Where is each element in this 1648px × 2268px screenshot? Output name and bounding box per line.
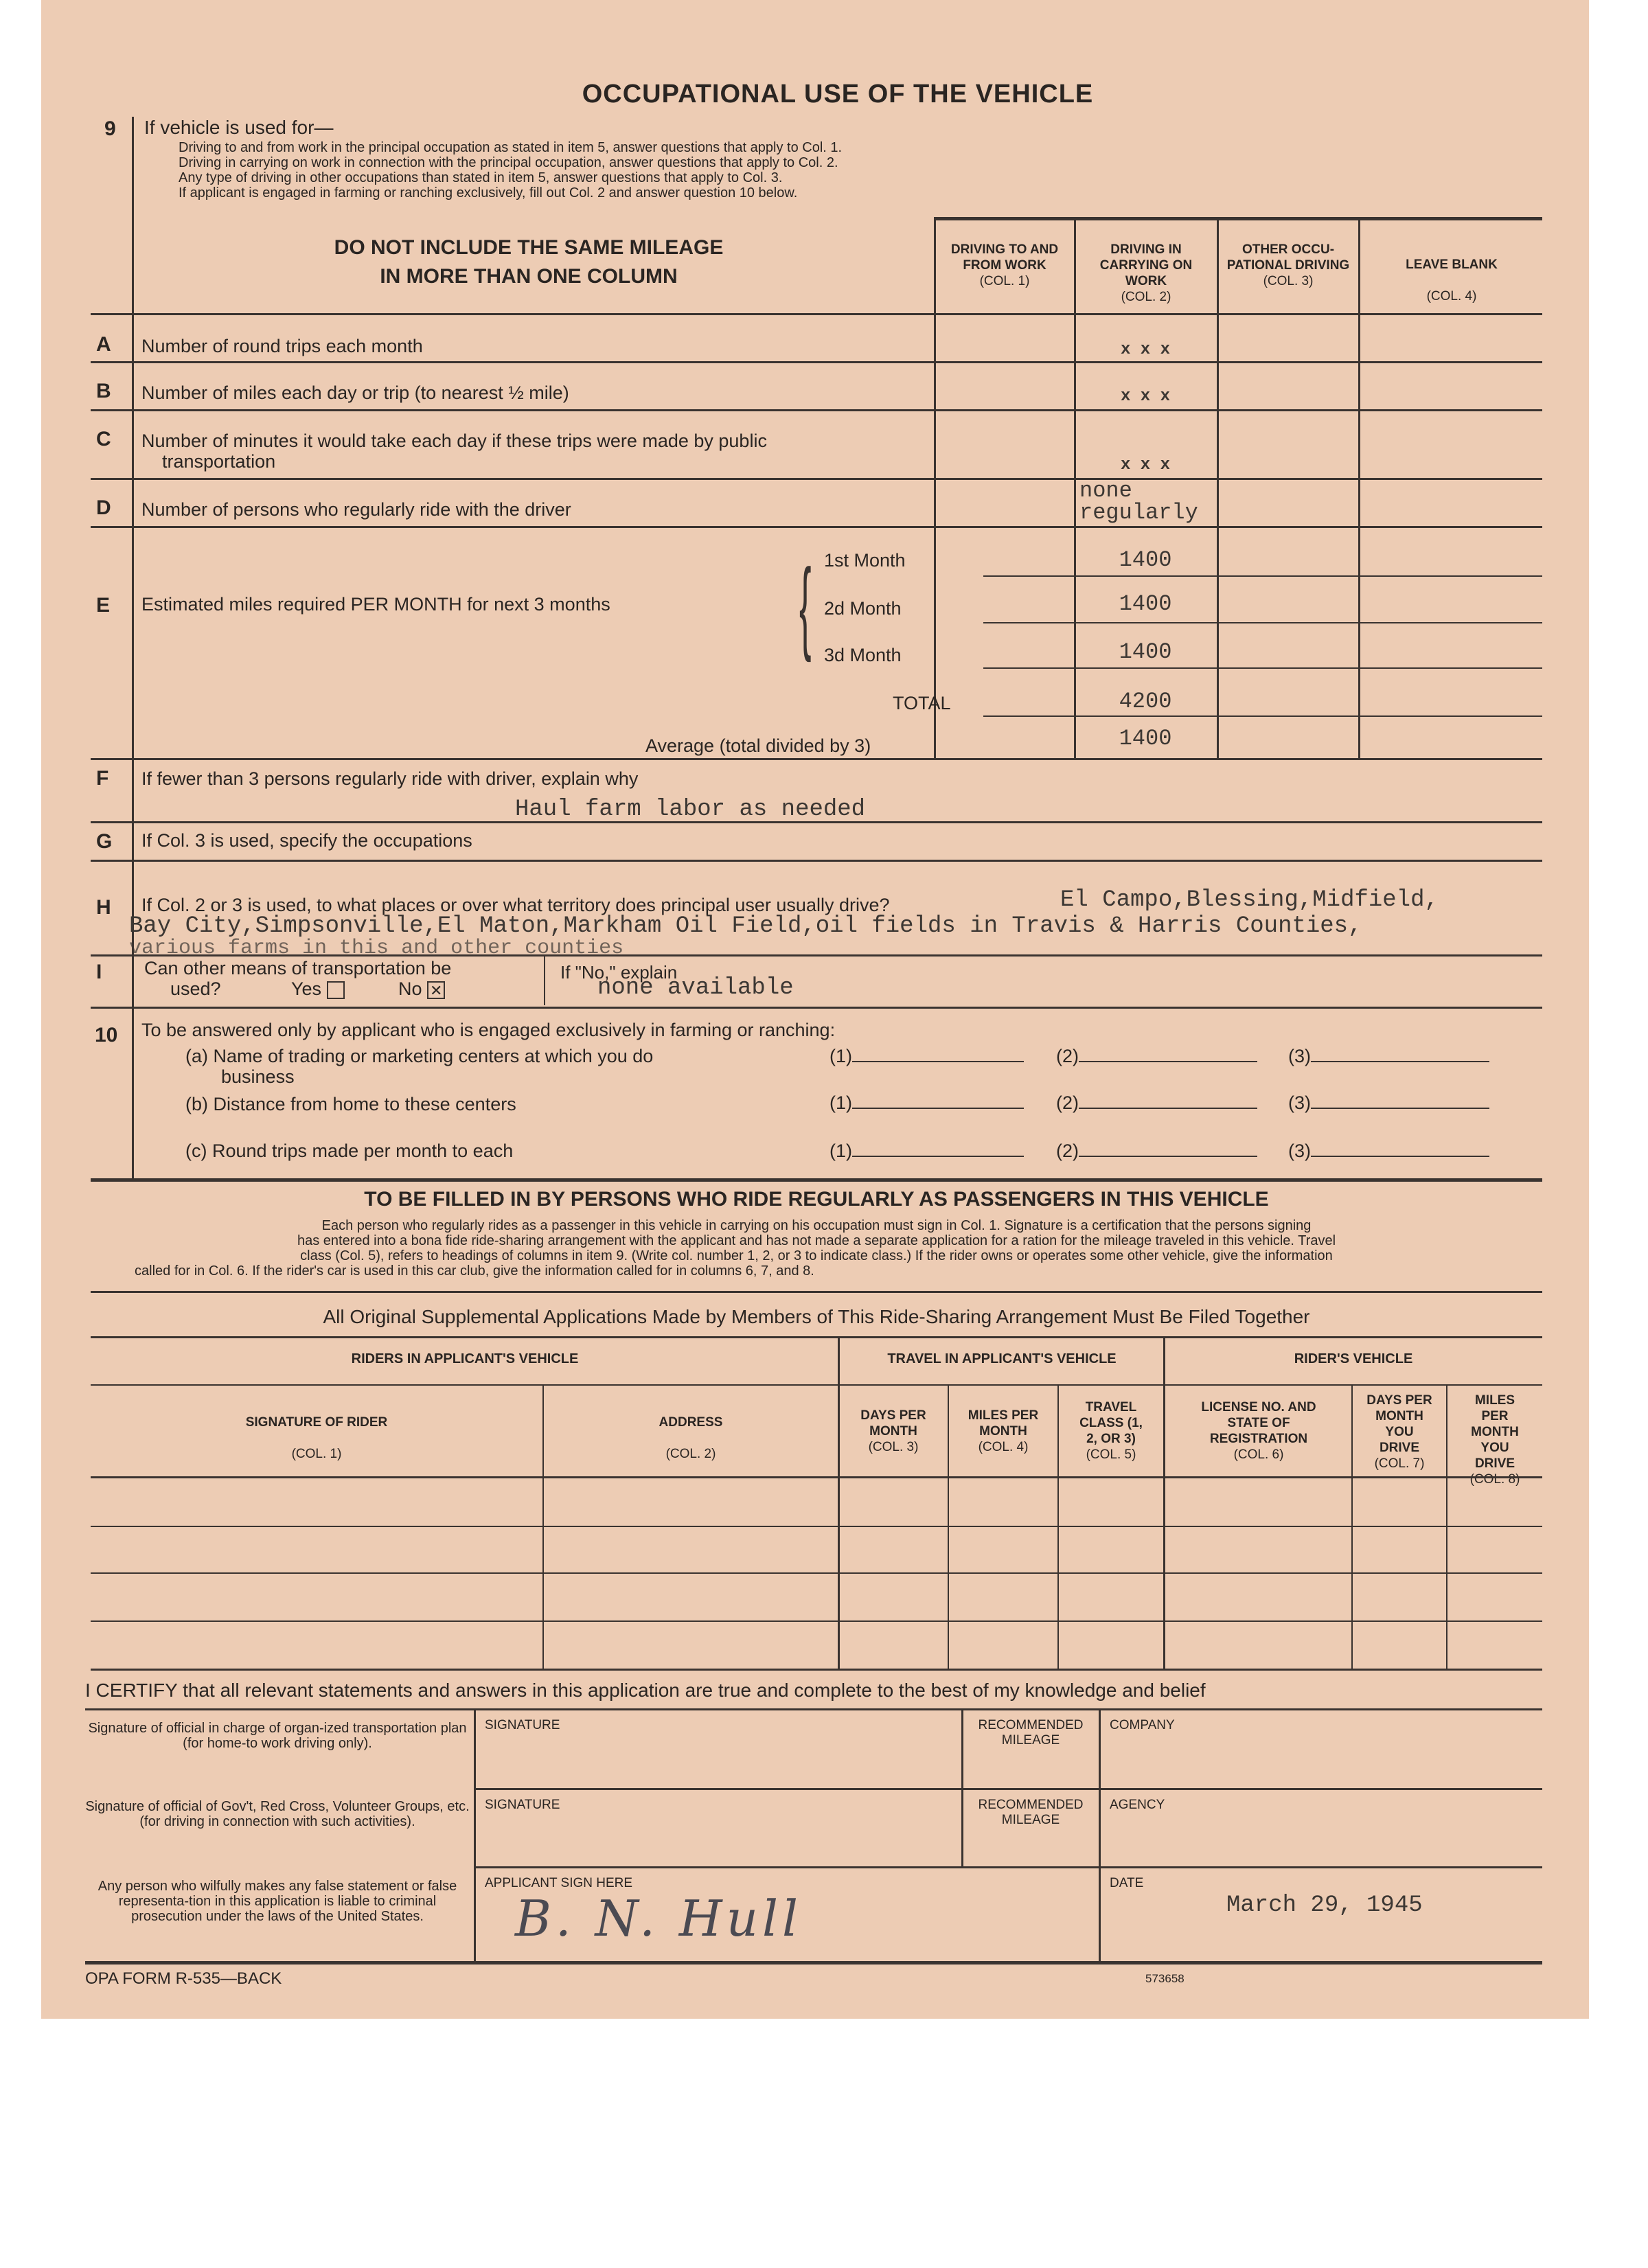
date-value[interactable]: March 29, 1945 [1226,1892,1423,1918]
cert-vdiv-2 [961,1708,963,1866]
row-letter-i: I [96,961,102,983]
item9-instruction-2: Driving in carrying on work in connection with the principal occupation, answer questions that apply to Col. 2. [179,155,838,170]
row-h-answer-2: Bay City,Simpsonville,El Maton,Markham Oil Field,oil fields in Travis & Harris Counties, [129,913,1362,939]
row-e-month2-label: 2d Month [824,598,902,619]
row-letter-g: G [96,830,113,853]
row-c-label-1: Number of minutes it would take each day if these trips were made by public [141,431,767,451]
cert-row1-label: Signature of official in charge of organ-ized transportation plan (for home-to work driving only). [88,1721,467,1751]
applicant-sign-label: APPLICANT SIGN HERE [485,1876,633,1890]
rider-col2-header: ADDRESS (COL. 2) [659,1415,723,1461]
row-letter-e: E [96,594,111,617]
row-f-label: If fewer than 3 persons regularly ride with driver, explain why [141,768,639,789]
rider-header-bottom [91,1476,1542,1478]
row-letter-c: C [96,428,111,450]
rider-row-1[interactable] [91,1526,1542,1527]
row-e-rule [91,758,1542,760]
cert-row2-bottom [474,1866,1542,1868]
rider-col7-header: DAYS PER MONTH YOU DRIVE (COL. 7) [1366,1393,1432,1471]
row-b-rule [91,409,1542,411]
col-divider-1 [1074,217,1076,758]
form-page [41,0,1589,2019]
item10-a-label-2: business [221,1066,295,1087]
group-riders: RIDERS IN APPLICANT'S VEHICLE [351,1351,579,1366]
row-i-yes-option[interactable] [291,978,345,1000]
filed-together-note: All Original Supplemental Applications Made by Members of This Ride-Sharing Arrangement Must Be Filed Together [323,1306,1310,1327]
row-e-total-label: TOTAL [893,693,951,713]
mileage-warning-line1: DO NOT INCLUDE THE SAME MILEAGE [334,236,724,259]
item-number-10: 10 [95,1024,118,1046]
row-f-answer: Haul farm labor as needed [515,797,866,823]
rider-col8-header: MILES PER MONTH YOU DRIVE (COL. 8) [1469,1393,1520,1487]
col-divider-3 [1358,217,1360,758]
row-e-label: Estimated miles required PER MONTH for next 3 months [141,594,610,615]
rider-vdiv-1 [838,1338,840,1669]
row-e-month1-value: 1400 [1119,547,1172,573]
passengers-heading: TO BE FILLED IN BY PERSONS WHO RIDE REGULARLY AS PASSENGERS IN THIS VEHICLE [364,1188,1269,1211]
row-e-month2-value: 1400 [1119,591,1172,617]
row-e-month3-rule [983,667,1542,669]
row-i-rule [91,1007,1542,1009]
mileage-warning-line2: IN MORE THAN ONE COLUMN [380,265,678,288]
item9-intro: If vehicle is used for— [144,117,334,138]
rider-col6-header: LICENSE NO. AND STATE OF REGISTRATION (COL. 6) [1201,1400,1316,1462]
item10-c-field-3[interactable]: (3) [1288,1140,1489,1162]
row-h-answer-3: various farms in this and other counties [129,937,624,960]
row-i-explain-answer: none available [597,975,794,1001]
cert-row1-signature-field[interactable] [481,1734,954,1783]
passengers-para-1: Each person who regularly rides as a passenger in this vehicle in carrying on his occupation must sign in Col. 1. Signature is a certification that the persons signing [321,1218,1312,1233]
row-c-col2: x x x [1120,456,1170,474]
row-a-col2: x x x [1120,341,1170,359]
col2-header: DRIVING IN CARRYING ON WORK (COL. 2) [1099,242,1193,304]
row-a-label: Number of round trips each month [141,336,423,356]
cert-company-label: COMPANY [1110,1718,1175,1732]
rider-vdiv-2 [1163,1338,1165,1669]
row-i-label-1: Can other means of transportation be [144,958,452,978]
cert-row1-bottom [474,1788,1542,1790]
item10-a-label-1: (a) Name of trading or marketing centers at which you do [185,1046,654,1066]
row-h-label: If Col. 2 or 3 is used, to what places or over what territory does principal user usually drive? [141,895,890,915]
group-travel: TRAVEL IN APPLICANT'S VEHICLE [887,1351,1117,1366]
form-number: OPA FORM R-535—BACK [85,1969,282,1988]
filed-top-rule [91,1291,1542,1293]
item10-c-field-1[interactable]: (1) [829,1140,1024,1162]
no-label: No [398,978,422,999]
left-rule [132,117,134,1009]
col4-header: LEAVE BLANK (COL. 4) [1406,257,1498,303]
cert-vdiv-1 [474,1708,476,1962]
col3-header: OTHER OCCU-PATIONAL DRIVING (COL. 3) [1226,242,1350,288]
cert-agency-label: AGENCY [1110,1798,1165,1812]
item10-b-field-1[interactable]: (1) [829,1092,1024,1114]
rider-row-2[interactable] [91,1572,1542,1574]
header-bottom-rule [91,313,1542,315]
item10-b-field-2[interactable]: (2) [1056,1092,1257,1114]
item10-a-field-1[interactable]: (1) [829,1045,1024,1067]
item10-c-field-2[interactable]: (2) [1056,1140,1257,1162]
rider-col1-header: SIGNATURE OF RIDER (COL. 1) [245,1415,388,1461]
yes-checkbox[interactable] [327,981,345,999]
rider-row-3[interactable] [91,1620,1542,1622]
row-b-label: Number of miles each day or trip (to nearest ½ mile) [141,382,569,403]
passengers-para-4: called for in Col. 6. If the rider's car is used in this car club, give the information called for in columns 6, 7, and 8. [135,1263,814,1279]
item9-instruction-1: Driving to and from work in the principal occupation as stated in item 5, answer questions that apply to Col. 1. [179,140,843,155]
rider-table-bottom [91,1669,1542,1671]
cert-row1-mileage-label: RECOMMENDED MILEAGE [978,1718,1084,1748]
row-letter-d: D [96,496,111,519]
row-c-rule [91,478,1542,480]
col1-header: DRIVING TO AND FROM WORK (COL. 1) [950,242,1059,288]
item10-a-field-2[interactable]: (2) [1056,1045,1257,1067]
row-letter-a: A [96,333,111,356]
row-e-brace: { [799,547,812,663]
row-letter-h: H [96,896,111,919]
row-a-rule [91,361,1542,363]
applicant-signature[interactable]: B. N. Hull [515,1890,803,1947]
cert-row2-mileage-label: RECOMMENDED MILEAGE [978,1798,1084,1827]
cert-row2-signature-field[interactable] [481,1813,954,1861]
form-title: OCCUPATIONAL USE OF THE VEHICLE [582,80,1094,108]
cert-bottom-rule [85,1961,1542,1965]
row-c-label-2: transportation [162,451,276,472]
row-letter-f: F [96,767,109,790]
group-riders-vehicle: RIDER'S VEHICLE [1294,1351,1413,1366]
certify-top-rule [85,1708,1542,1710]
row-i-label-2: used? [170,978,221,999]
date-label: DATE [1110,1876,1144,1890]
item9-instruction-3: Any type of driving in other occupations than stated in item 5, answer questions that apply to Col. 3. [179,170,783,185]
row-i-divider [544,956,545,1005]
print-code: 573658 [1145,1972,1184,1985]
row-e-average-value: 1400 [1119,726,1172,751]
row-d-value-1: none [1079,478,1132,503]
row-d-label: Number of persons who regularly ride with the driver [141,499,571,520]
no-checkbox-checked[interactable] [427,981,445,999]
row-letter-b: B [96,380,111,402]
rider-table-top [91,1336,1542,1338]
row-h-answer-1: El Campo,Blessing,Midfield, [1060,887,1439,913]
cert-row1-signature-label: SIGNATURE [485,1718,560,1732]
row-e-average-label: Average (total divided by 3) [645,735,871,756]
row-e-month3-value: 1400 [1119,639,1172,665]
item10-c-label: (c) Round trips made per month to each [185,1141,514,1161]
col-table-top [934,217,1542,220]
col-divider-0 [934,217,936,758]
row-h-rule [91,954,1542,957]
item9-instruction-4: If applicant is engaged in farming or ranching exclusively, fill out Col. 2 and answer question 10 below. [179,185,798,201]
cert-row2-signature-label: SIGNATURE [485,1798,560,1812]
row-e-month2-rule [983,622,1542,623]
item10-intro: To be answered only by applicant who is engaged exclusively in farming or ranching: [141,1020,836,1040]
row-f-rule [91,821,1542,823]
section10-bottom-rule [91,1178,1542,1182]
rider-col4-header: MILES PER MONTH (COL. 4) [968,1408,1039,1454]
passengers-para-3: class (Col. 5), refers to headings of columns in item 9. (Write col. number 1, 2, or 3 to indicate class.) If the rider owns or operates some other vehicle, give the information [300,1248,1333,1263]
row-e-total-value: 4200 [1119,689,1172,714]
cert-row2-label: Signature of official of Gov't, Red Cross, Volunteer Groups, etc. (for driving in connection with such activities). [85,1799,470,1829]
item-number-9: 9 [104,117,116,140]
row-g-rule [91,860,1542,862]
cert-vdiv-3 [1099,1708,1101,1962]
row-e-month3-label: 3d Month [824,645,902,665]
item10-b-label: (b) Distance from home to these centers [185,1094,516,1114]
row-i-no-option[interactable] [398,978,445,1000]
row-d-rule [91,526,1542,528]
mileage-warning [233,233,824,291]
col-divider-2 [1217,217,1219,758]
rider-col3-header: DAYS PER MONTH (COL. 3) [860,1408,926,1454]
item10-a-field-3[interactable]: (3) [1288,1045,1489,1067]
cert-row3-label: Any person who wilfully makes any false statement or false representa-tion in this application is liable to criminal prosecution under the laws of the United States. [98,1879,457,1924]
passengers-para-2: has entered into a bona fide ride-sharing arrangement with the applicant and has not made a separate application for a ration for the mileage traveled in this vehicle. Travel [297,1233,1336,1248]
item10-b-field-3[interactable]: (3) [1288,1092,1489,1114]
row-i-explain-label: If "No," explain [560,962,678,983]
certify-statement: I CERTIFY that all relevant statements and answers in this application are true and complete to the best of my knowledge and belief [85,1680,1206,1701]
row-e-total-rule [983,715,1542,717]
row-b-col2: x x x [1120,387,1170,406]
rider-col5-header: TRAVEL CLASS (1, 2, OR 3) (COL. 5) [1079,1400,1143,1462]
row-d-value-2: regularly [1079,500,1198,525]
row-e-month1-rule [983,575,1542,577]
row-e-month1-label: 1st Month [824,550,906,571]
item10-left-rule [132,1009,134,1181]
row-g-label: If Col. 3 is used, specify the occupations [141,830,472,851]
yes-label: Yes [291,978,322,999]
rider-group-rule [91,1384,1542,1386]
